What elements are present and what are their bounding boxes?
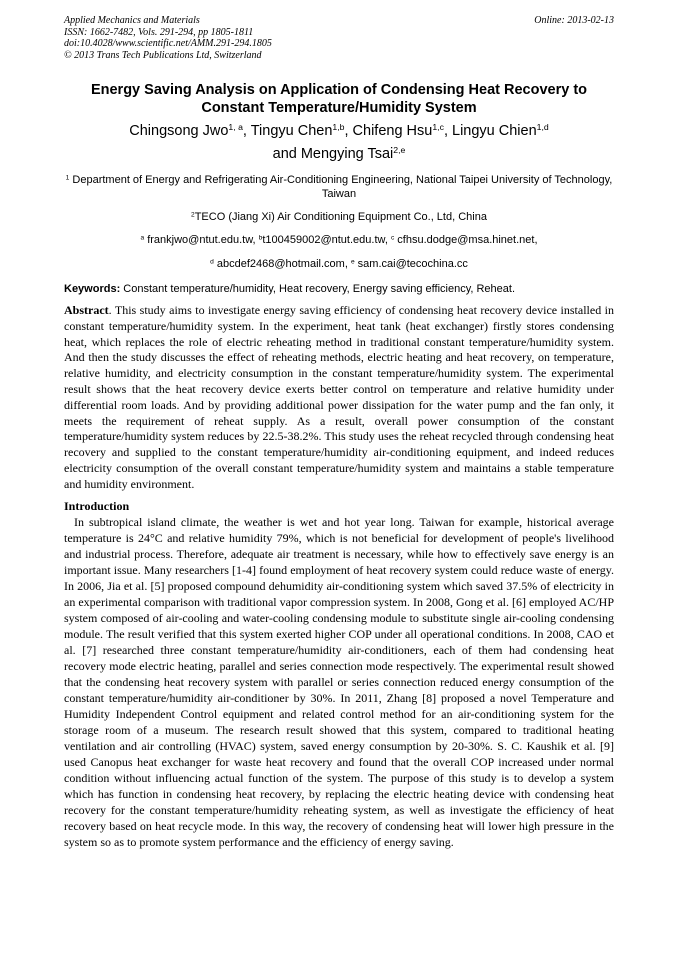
abstract-label: Abstract bbox=[64, 303, 109, 317]
email-mark: c bbox=[390, 234, 395, 242]
introduction-heading: Introduction bbox=[64, 498, 130, 513]
affiliation-text: Department of Energy and Refrigerating Air-Conditioning Engineering, National Taipei University of Technology, Taiwan bbox=[69, 174, 613, 200]
journal-header bbox=[64, 15, 614, 61]
email-mark: b bbox=[258, 234, 263, 242]
author-name: Lingyu Chien bbox=[452, 123, 537, 139]
author-affiliation-mark: 1, a bbox=[228, 122, 243, 133]
online-date: Online: 2013-02-13 bbox=[534, 15, 614, 26]
journal-name: Applied Mechanics and Materials bbox=[64, 15, 200, 26]
author-affiliation-mark: 2,e bbox=[393, 145, 406, 156]
affiliation-1 bbox=[64, 173, 614, 201]
author-separator: , bbox=[242, 123, 251, 139]
email-mark: d bbox=[210, 258, 214, 266]
email-mark: e bbox=[350, 258, 355, 266]
author-name: and Mengying Tsai bbox=[272, 146, 394, 162]
paper-title: Energy Saving Analysis on Application of Condensing Heat Recovery to Constant Temperature/Humidity System bbox=[90, 82, 588, 116]
issn-line: ISSN: 1662-7482, Vols. 291-294, pp 1805-1811 bbox=[64, 26, 254, 38]
email-address: frankjwo@ntut.edu.tw, bbox=[144, 234, 259, 246]
author-name: Tingyu Chen bbox=[250, 123, 333, 139]
abstract bbox=[64, 303, 614, 493]
author-separator: , bbox=[443, 123, 452, 139]
author-affiliation-mark: 1,d bbox=[536, 122, 549, 133]
affiliation-mark: 1 bbox=[65, 174, 70, 182]
author-name: Chifeng Hsu bbox=[352, 123, 433, 139]
keywords-label: Keywords: bbox=[64, 283, 121, 295]
affiliation-2 bbox=[64, 210, 614, 224]
email-address: abcdef2468@hotmail.com, bbox=[213, 258, 351, 270]
email-address: t100459002@ntut.edu.tw, bbox=[262, 234, 391, 246]
affiliation-mark: 2 bbox=[191, 211, 195, 219]
abstract-text: . This study aims to investigate energy saving efficiency of condensing heat recovery device installed in constant temperature/humidity system. In the experiment, heat tank (heat exchanger) firstly stores condensing heat, which replaces the role of electric reheating method in traditional constant temperature/humidity system. And then the study discusses the effect of reheating methods, electric heating and heat recovery, on temperature, relative humidity, and electricity consumption in the constant temperature/humidity system. The experimental result shows that the heat recovery device exerts better control on temperature and relative humidity under differential room loads. And by providing additional power dissipation for the water pump and the fan only, it meets the requirement of reheat supply. As a result, overall power consumption of the constant temperature/humidity system reduces by 22.5-38.2%. This study uses the reheat recycled through condensing heat recovery and supplied to the constant temperature/humidity air-conditioning equipment, and indeed reduces electricity consumption of the overall constant temperature/humidity system and maintains a stable temperature and humidity environment. bbox=[64, 303, 614, 491]
copyright-line: © 2013 Trans Tech Publications Ltd, Switzerland bbox=[64, 49, 262, 61]
author-list bbox=[64, 120, 614, 166]
keywords-text: Constant temperature/humidity, Heat recovery, Energy saving efficiency, Reheat. bbox=[120, 283, 516, 295]
paper-page bbox=[64, 15, 614, 850]
affiliation-text: TECO (Jiang Xi) Air Conditioning Equipment Co., Ltd, China bbox=[194, 211, 487, 223]
introduction-text: In subtropical island climate, the weather is wet and hot year long. Taiwan for example, historical average temperature is 24°C and relative humidity 79%, which is not beneficial for development of people's livelihood and industrial process. Therefore, adequate air treatment is necessary, while how to effectively save energy is an important issue. Many researchers [1-4] found employment of heat recovery system could reduce waste of energy. In 2006, Jia et al. [5] proposed compound dehumidity air-conditioning system which saved 37.5% of electricity in an experimental comparison with traditional vapor compression system. In 2008, Gong et al. [6] employed AC/HP system composed of air-cooling and water-cooling condensing module to substitute single air-cooling condensing module. The result verified that this system exerted higher COP under all operational conditions. In 2008, CAO et al. [7] researched three constant temperature/humidity air-conditioners, each of them had condensing heat recovery mode electric heating, parallel and series connection mode respectively. The experimental result showed that the condensing heat recovery system with parallel or series connection reduced energy consumption of the constant temperature/humidity air-conditioner by 30%. In 2011, Zhang [8] proposed a novel Temperature and Humidity Independent Control equipment and related control method for an air-conditioning system for the storage room of a museum. The research result showed that this system, compared to traditional heating ventilation and air controlling (HVAC) system, saved energy consumption by 20-30%. S. C. Kaushik et al. [9] used Canopus heat exchanger for waste heat recovery and found that the overall COP increased under normal condition without influencing actual function of the system. The purpose of this study is to develop a system which has function in condensing heat recovery, by replacing the electric heating device with condensing heat recovery for the constant temperature/humidity reheating system, as well as investigate the efficiency of heat recovery based on heat recycle mode. In this way, the recovery of condensing heat will lower high pressure in the system so as to promote system performance and the efficiency of energy saving. bbox=[64, 514, 614, 849]
email-line-2 bbox=[64, 257, 614, 271]
doi-line: doi:10.4028/www.scientific.net/AMM.291-294.1805 bbox=[64, 38, 272, 49]
author-affiliation-mark: 1,c bbox=[432, 122, 444, 133]
email-line-1 bbox=[64, 233, 614, 247]
email-address: cfhsu.dodge@msa.hinet.net, bbox=[394, 234, 538, 246]
author-line-1 bbox=[64, 120, 614, 143]
author-name: Chingsong Jwo bbox=[129, 123, 229, 139]
email-mark: a bbox=[140, 234, 145, 242]
keywords bbox=[64, 282, 614, 296]
author-line-2 bbox=[64, 143, 614, 166]
author-affiliation-mark: 1,b bbox=[332, 122, 345, 133]
author-separator: , bbox=[344, 123, 353, 139]
email-address: sam.cai@tecochina.cc bbox=[354, 258, 468, 270]
